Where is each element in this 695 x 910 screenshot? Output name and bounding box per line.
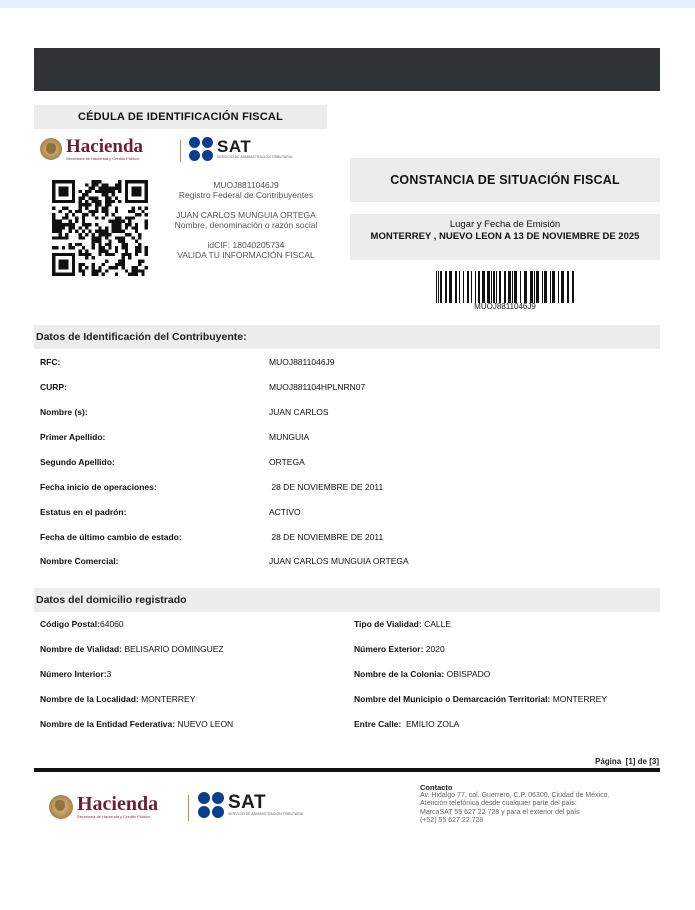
cedula-title: CÉDULA DE IDENTIFICACIÓN FISCAL bbox=[34, 105, 327, 129]
cedula-valida: VALIDA TU INFORMACIÓN FISCAL bbox=[177, 250, 315, 260]
hacienda-word: Hacienda bbox=[66, 136, 144, 157]
field-value: EMILIO ZOLA bbox=[401, 719, 460, 729]
field-label: Primer Apellido: bbox=[40, 432, 106, 442]
footer-sat-logo bbox=[198, 792, 303, 818]
address-field bbox=[354, 719, 459, 729]
field-value: 2020 bbox=[423, 644, 445, 654]
field-label: Nombre Comercial: bbox=[40, 556, 119, 566]
footer-bar bbox=[34, 768, 660, 772]
page-number: Página [1] de [3] bbox=[594, 757, 659, 766]
field-label: Nombre del Municipio o Demarcación Territorial: bbox=[354, 694, 551, 704]
constancia-title: CONSTANCIA DE SITUACIÓN FISCAL bbox=[350, 158, 660, 202]
address-field bbox=[40, 619, 124, 629]
top-strip bbox=[0, 0, 695, 8]
hacienda-logo bbox=[40, 137, 143, 161]
field-value: MUOJ881104HPLNRN07 bbox=[269, 382, 366, 392]
contact-title: Contacto bbox=[420, 783, 453, 792]
lugar-value: MONTERREY , NUEVO LEON A 13 DE NOVIEMBRE DE 2025 bbox=[370, 231, 640, 242]
field-value: 28 DE NOVIEMBRE DE 2011 bbox=[269, 482, 384, 492]
hacienda-word: Hacienda bbox=[77, 793, 159, 815]
sat-dots-icon bbox=[189, 137, 213, 161]
field-label: Nombre de la Localidad: bbox=[40, 694, 139, 704]
field-label: Número Exterior: bbox=[354, 644, 424, 654]
field-label: Tipo de Vialidad: bbox=[354, 619, 422, 629]
lugar-fecha bbox=[350, 214, 660, 260]
section-domicilio: Datos del domicilio registrado bbox=[34, 588, 660, 612]
cedula-rfc-caption: Registro Federal de Contribuyentes bbox=[178, 190, 314, 200]
field-label: Nombre de la Colonia: bbox=[354, 669, 445, 679]
address-field bbox=[40, 694, 195, 704]
sat-dots-icon bbox=[198, 792, 224, 818]
field-label: Entre Calle: bbox=[354, 719, 402, 729]
field-value: MONTERREY bbox=[138, 694, 196, 704]
field-label: Nombre de Vialidad: bbox=[40, 644, 123, 654]
header-bar bbox=[34, 48, 660, 91]
contact-line: Av. Hidalgo 77, col. Guerrero, C.P. 06300, Ciudad de México. bbox=[420, 792, 610, 800]
contact-line: Atención telefónica desde cualquier parte del país: bbox=[420, 800, 577, 808]
cedula-info bbox=[165, 180, 327, 260]
address-field bbox=[40, 644, 224, 654]
field-label: Número Interior: bbox=[40, 669, 107, 679]
field-value: NUEVO LEON bbox=[175, 719, 234, 729]
field-value: 64060 bbox=[99, 619, 124, 629]
logo-divider bbox=[188, 795, 189, 821]
field-label: Fecha inicio de operaciones: bbox=[40, 482, 157, 492]
sat-sub: SERVICIO DE ADMINISTRACIÓN TRIBUTARIA bbox=[228, 812, 304, 817]
lugar-label: Lugar y Fecha de Emisión bbox=[449, 219, 561, 230]
field-value: MUNGUIA bbox=[269, 432, 310, 442]
sat-word: SAT bbox=[217, 137, 252, 157]
sat-sub: SERVICIO DE ADMINISTRACIÓN TRIBUTARIA bbox=[217, 155, 293, 160]
address-field bbox=[40, 719, 233, 729]
field-value: BELISARIO DOMINGUEZ bbox=[122, 644, 224, 654]
footer-hacienda-logo bbox=[49, 794, 158, 819]
sat-word: SAT bbox=[228, 792, 267, 814]
sat-logo bbox=[189, 137, 292, 161]
barcode bbox=[436, 271, 574, 303]
hacienda-sub: Secretaría de Hacienda y Crédito Público bbox=[66, 156, 140, 161]
field-label: Estatus en el padrón: bbox=[40, 507, 127, 517]
address-field bbox=[354, 694, 607, 704]
address-field bbox=[354, 619, 451, 629]
field-label: Nombre de la Entidad Federativa: bbox=[40, 719, 176, 729]
field-label: RFC: bbox=[40, 357, 61, 367]
address-field bbox=[354, 644, 445, 654]
field-value: ORTEGA bbox=[269, 457, 305, 467]
field-label: CURP: bbox=[40, 382, 67, 392]
field-label: Código Postal: bbox=[40, 619, 100, 629]
field-value: 3 bbox=[106, 669, 112, 679]
qr-code bbox=[52, 180, 148, 276]
seal-icon bbox=[49, 795, 73, 819]
field-value: 28 DE NOVIEMBRE DE 2011 bbox=[269, 532, 384, 542]
cedula-name-caption: Nombre, denominación o razón social bbox=[174, 220, 318, 230]
hacienda-sub: Secretaría de Hacienda y Crédito Público bbox=[77, 814, 151, 819]
contact-line: (+52) 55 627 22 728 bbox=[420, 816, 484, 824]
contact-line: MarcaSAT 55 627 22 728 y para el exterior del país bbox=[420, 808, 580, 816]
field-label: Fecha de último cambio de estado: bbox=[40, 532, 182, 542]
field-value: MUOJ8811046J9 bbox=[269, 357, 335, 367]
cedula-rfc: MUOJ8811046J9 bbox=[213, 180, 279, 190]
field-value: OBISPADO bbox=[444, 669, 491, 679]
cedula-name: JUAN CARLOS MUNGUIA ORTEGA bbox=[176, 210, 316, 220]
address-field bbox=[354, 669, 490, 679]
field-label: Segundo Apellido: bbox=[40, 457, 115, 467]
field-value: JUAN CARLOS bbox=[269, 407, 329, 417]
cedula-idcif: idCIF: 18040205734 bbox=[207, 240, 285, 250]
barcode-label: MUOJ8811046J9 bbox=[474, 302, 536, 311]
address-field bbox=[40, 669, 111, 679]
contact-block bbox=[420, 784, 610, 825]
field-label: Nombre (s): bbox=[40, 407, 88, 417]
field-value: MONTERREY bbox=[550, 694, 607, 704]
field-value: JUAN CARLOS MUNGUIA ORTEGA bbox=[269, 556, 409, 566]
field-value: CALLE bbox=[421, 619, 451, 629]
seal-icon bbox=[40, 138, 62, 160]
field-value: ACTIVO bbox=[269, 507, 301, 517]
section-identificacion: Datos de Identificación del Contribuyente: bbox=[34, 325, 660, 349]
logo-divider bbox=[180, 140, 181, 162]
